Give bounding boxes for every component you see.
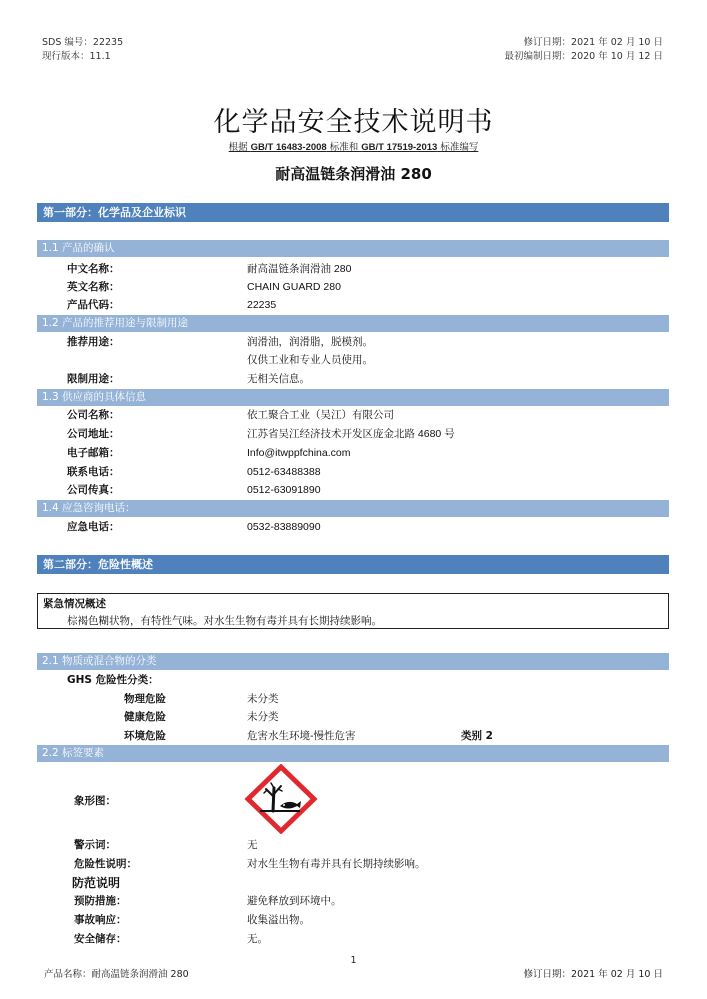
restricted-use-label: 限制用途： bbox=[67, 373, 120, 385]
pictogram-label: 象形图： bbox=[74, 795, 116, 807]
section-1-3-heading: 1.3 供应商的具体信息 bbox=[37, 389, 669, 406]
page-number: 1 bbox=[350, 955, 357, 966]
emergency-overview-text: 棕褐色糊状物，有特性气味。对水生生物有毒并具有长期持续影响。 bbox=[67, 615, 382, 627]
restricted-use-value: 无相关信息。 bbox=[247, 373, 310, 385]
section-2-2-heading: 2.2 标签要素 bbox=[37, 745, 669, 762]
physical-hazard-value: 未分类 bbox=[247, 693, 279, 705]
email-label: 电子邮箱： bbox=[67, 447, 120, 459]
section-1-2-heading: 1.2 产品的推荐用途与限制用途 bbox=[37, 315, 669, 332]
product-code-value: 22235 bbox=[247, 299, 277, 311]
response-label: 事故响应： bbox=[74, 914, 127, 926]
standard-basis bbox=[0, 139, 707, 153]
footer-revision-date: 修订日期：2021 年 02 月 10 日 bbox=[523, 969, 663, 980]
company-address-value: 江苏省吴江经济技术开发区庞金北路 4680 号 bbox=[247, 428, 455, 440]
standard-gbt17519: GB/T 17519-2013 bbox=[361, 142, 438, 153]
part1-heading: 第一部分：化学品及企业标识 bbox=[37, 203, 669, 222]
health-hazard-label: 健康危险 bbox=[124, 711, 166, 723]
phone-label: 联系电话： bbox=[67, 466, 120, 478]
document-title: 化学品安全技术说明书 bbox=[213, 107, 494, 138]
sds-number: SDS 编号：22235 bbox=[42, 37, 124, 48]
phone-value: 0512-63488388 bbox=[247, 466, 321, 478]
current-version: 现行版本：11.1 bbox=[42, 51, 111, 62]
fax-label: 公司传真： bbox=[67, 484, 120, 496]
chinese-name-value: 耐高温链条润滑油 280 bbox=[247, 263, 352, 275]
english-name-label: 英文名称： bbox=[67, 281, 120, 293]
physical-hazard-label: 物理危险 bbox=[124, 693, 166, 705]
recommended-use-line2: 仅供工业和专业人员使用。 bbox=[247, 354, 373, 366]
product-code-label: 产品代码： bbox=[67, 299, 120, 311]
hazard-statement-value: 对水生生物有毒并具有长期持续影响。 bbox=[247, 858, 426, 870]
emergency-overview-heading: 紧急情况概述 bbox=[43, 598, 106, 610]
footer-product-name: 产品名称：耐高温链条润滑油 280 bbox=[44, 969, 189, 980]
emergency-phone-label: 应急电话： bbox=[67, 521, 120, 533]
pictogram-diamond bbox=[248, 767, 314, 831]
basis-prefix: 根据 bbox=[228, 142, 251, 153]
signal-word-value: 无 bbox=[247, 839, 258, 851]
hazard-statement-label: 危险性说明： bbox=[74, 858, 137, 870]
prevention-label: 预防措施： bbox=[74, 895, 127, 907]
storage-value: 无。 bbox=[247, 933, 268, 945]
chinese-name-label: 中文名称： bbox=[67, 263, 120, 275]
first-compiled-date: 最初编制日期：2020 年 10 月 12 日 bbox=[504, 51, 663, 62]
response-value: 收集溢出物。 bbox=[247, 914, 310, 926]
fax-value: 0512-63091890 bbox=[247, 484, 321, 496]
revision-date: 修订日期：2021 年 02 月 10 日 bbox=[523, 37, 663, 48]
health-hazard-value: 未分类 bbox=[247, 711, 279, 723]
signal-word-label: 警示词： bbox=[74, 839, 116, 851]
storage-label: 安全储存： bbox=[74, 933, 127, 945]
company-name-value: 依工聚合工业（吴江）有限公司 bbox=[247, 409, 394, 421]
basis-mid: 标准和 bbox=[326, 142, 362, 153]
part2-heading: 第二部分：危险性概述 bbox=[37, 555, 669, 574]
section-1-4-heading: 1.4 应急咨询电话： bbox=[37, 500, 669, 517]
english-name-value: CHAIN GUARD 280 bbox=[247, 281, 341, 293]
basis-suffix: 标准编写 bbox=[437, 142, 479, 153]
standard-gbt16483: GB/T 16483-2008 bbox=[250, 142, 327, 153]
section-2-1-heading: 2.1 物质或混合物的分类 bbox=[37, 653, 669, 670]
prevention-value: 避免释放到环境中。 bbox=[247, 895, 342, 907]
recommended-use-line1: 润滑油，润滑脂，脱模剂。 bbox=[247, 336, 373, 348]
email-value[interactable]: Info@itwppfchina.com bbox=[247, 447, 351, 459]
product-title: 耐高温链条润滑油 280 bbox=[275, 165, 432, 183]
precautionary-heading: 防范说明 bbox=[72, 876, 121, 890]
emergency-phone-value: 0532-83889090 bbox=[247, 521, 321, 533]
environmental-hazard-label: 环境危险 bbox=[124, 730, 166, 742]
recommended-use-label: 推荐用途： bbox=[67, 336, 120, 348]
company-name-label: 公司名称： bbox=[67, 409, 120, 421]
company-address-label: 公司地址： bbox=[67, 428, 120, 440]
ghs09-environment-icon bbox=[244, 764, 318, 834]
ghs-classification-label: GHS 危险性分类： bbox=[67, 674, 159, 686]
section-1-1-heading: 1.1 产品的确认 bbox=[37, 240, 669, 257]
environmental-hazard-category: 类别 2 bbox=[461, 730, 493, 742]
environmental-hazard-value: 危害水生环境-慢性危害 bbox=[247, 730, 356, 742]
